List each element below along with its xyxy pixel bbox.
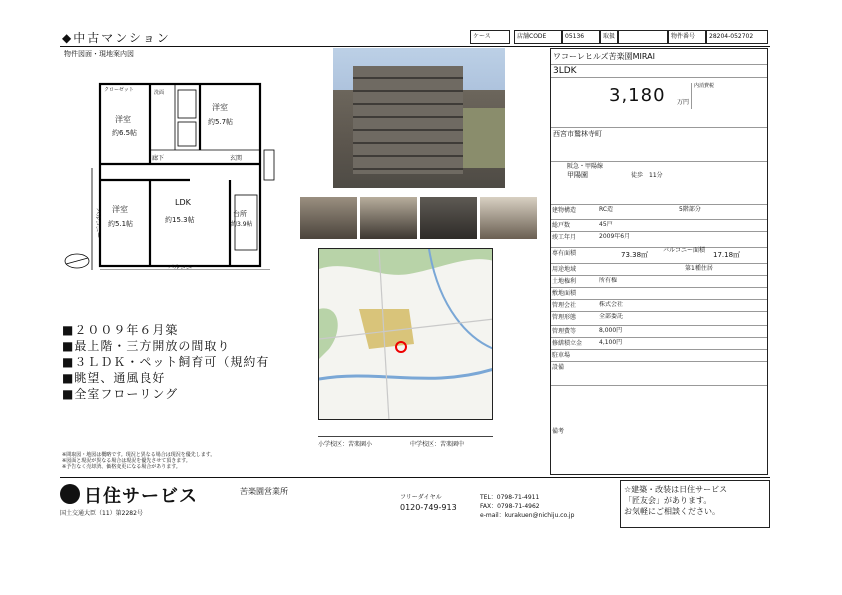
balcony-side: バルコニー: [94, 208, 101, 239]
note-line: ※図面と現況が異なる場合は現況を優先させて頂きます。: [62, 458, 191, 464]
ref-label: 物件番号: [668, 30, 706, 44]
room-western-3-size: 約5.1帖: [108, 220, 134, 228]
area-value: 73.38㎡: [621, 251, 649, 259]
property-details: [550, 48, 768, 475]
room-western-1-size: 約6.5帖: [112, 129, 138, 137]
note-line: ※間取図・地図は概略です。現況と異なる場合は現況を優先します。: [62, 452, 216, 458]
balcony-label: バルコニー面積: [663, 247, 706, 254]
detail-label: 備考: [552, 428, 565, 435]
school-rule: [318, 436, 493, 437]
detail-value: 全部委託: [599, 313, 624, 320]
room-western-3: 洋室: [112, 205, 128, 214]
tel: TEL：0798-71-4911: [480, 494, 540, 501]
top-rule: [60, 46, 770, 47]
line-name: 阪急・甲陽線: [567, 163, 604, 170]
area-map: [318, 248, 493, 420]
promo-line: お気軽にご相談ください。: [624, 507, 720, 516]
price-value: 3,180: [609, 85, 666, 106]
zoning: 第1種住居: [685, 265, 713, 272]
detail-value: 株式会社: [599, 301, 624, 308]
detail-label: 土地権利: [552, 278, 577, 285]
code-value: 05136: [562, 30, 600, 44]
location: 西宮市鷲林寺町: [553, 130, 602, 138]
promo-line: 「匠友会」があります。: [624, 496, 712, 505]
interior-photo-4: [480, 197, 537, 239]
balcony-bottom: バルコニー: [168, 264, 199, 270]
detail-label: 建物構造: [552, 207, 577, 214]
detail-label: 管理会社: [552, 302, 577, 309]
tax-note: 内消費税: [691, 83, 718, 109]
building-photo: [333, 48, 505, 188]
interior-photo-1: [300, 197, 357, 239]
notes: [62, 452, 542, 470]
ref-number: 28204-052702: [706, 30, 768, 44]
detail-label: 設備: [552, 364, 565, 371]
footer: [60, 477, 770, 530]
room-western-2-size: 約5.7帖: [208, 118, 234, 126]
feature-item: ■最上階・三方開放の間取り: [62, 339, 231, 353]
interior-photo-3: [420, 197, 477, 239]
detail-label: 修繕積立金: [552, 340, 583, 347]
email: e-mail：kurakuen@nichiju.co.jp: [480, 512, 575, 519]
handling-value: [618, 30, 668, 44]
promo-line: ☆建築・改装は日住サービス: [624, 485, 728, 494]
room-kitchen-size: 約3.9帖: [231, 221, 253, 228]
company-name: 日住サービス: [84, 486, 198, 507]
detail-label: 駐車場: [552, 352, 571, 359]
note-line: ※予告なく売却済、価格変更になる場合があります。: [62, 464, 181, 470]
promo-box: [620, 480, 770, 528]
page-title: ◆中古マンション: [62, 31, 171, 45]
sign-box: ケース: [470, 30, 510, 44]
detail-label: 用途地域: [552, 266, 577, 273]
fax: FAX：0798-71-4962: [480, 503, 540, 510]
branch-name: 苦楽園営業所: [240, 487, 288, 496]
price-unit: 万円: [677, 99, 690, 106]
feature-item: ■眺望、通風良好: [62, 371, 166, 385]
detail-label: 管理形態: [552, 314, 577, 321]
balcony-value: 17.18㎡: [713, 251, 741, 259]
room-entrance: 玄関: [230, 155, 243, 162]
feature-item: ■３ＬＤＫ・ペット飼育可（規約有: [62, 355, 270, 369]
room-western-1: 洋室: [115, 115, 131, 124]
license-info: 国土交通大臣（11）第2282号: [60, 510, 143, 517]
room-closet: クローゼット: [104, 87, 134, 93]
detail-value: 4,100円: [599, 339, 623, 346]
code-label: 店舗CODE: [514, 30, 562, 44]
detail-label: 管理費等: [552, 328, 577, 335]
detail-value: 2009年6月: [599, 233, 631, 240]
detail-value: 45戸: [599, 221, 613, 228]
room-kitchen: 台所: [233, 210, 247, 218]
detail-value: RC造: [599, 206, 614, 213]
feature-list: [62, 322, 269, 402]
layout-type: 3LDK: [553, 66, 577, 76]
school-elementary: 小学校区：苦楽園小: [318, 441, 373, 448]
room-ldk: LDK: [175, 198, 191, 207]
feature-item: ■全室フローリング: [62, 387, 179, 401]
walk-minutes: 徒歩 11分: [631, 172, 663, 179]
property-name: ワコーレヒルズ苦楽園MIRAI: [553, 52, 655, 61]
interior-photo-2: [360, 197, 417, 239]
station: 甲陽園: [567, 171, 588, 179]
floor-plan: [90, 80, 275, 270]
north-arrow-icon: [62, 250, 92, 272]
room-ldk-size: 約15.3帖: [165, 216, 195, 224]
handling-label: 取扱: [600, 30, 618, 44]
free-dial-number: 0120-749-913: [400, 503, 457, 512]
detail-value: 8,000円: [599, 327, 623, 334]
detail-value: 所有権: [599, 277, 618, 284]
floorplan-caption: 物件図面・現地案内図: [64, 50, 134, 58]
room-washroom: 洗面: [154, 90, 165, 96]
detail-label: 総戸数: [552, 222, 571, 229]
detail-label: 専有面積: [552, 250, 577, 257]
school-junior: 中学校区：苦楽園中: [410, 441, 465, 448]
floor-info: 5階部分: [679, 206, 701, 213]
room-hallway: 廊下: [152, 155, 165, 162]
room-western-2: 洋室: [212, 103, 228, 112]
company-logo-icon: [60, 484, 80, 504]
feature-item: ■２００９年６月築: [62, 323, 179, 337]
detail-label: 竣工年月: [552, 234, 577, 241]
detail-label: 敷地面積: [552, 290, 577, 297]
free-dial-label: フリーダイヤル: [400, 494, 442, 501]
